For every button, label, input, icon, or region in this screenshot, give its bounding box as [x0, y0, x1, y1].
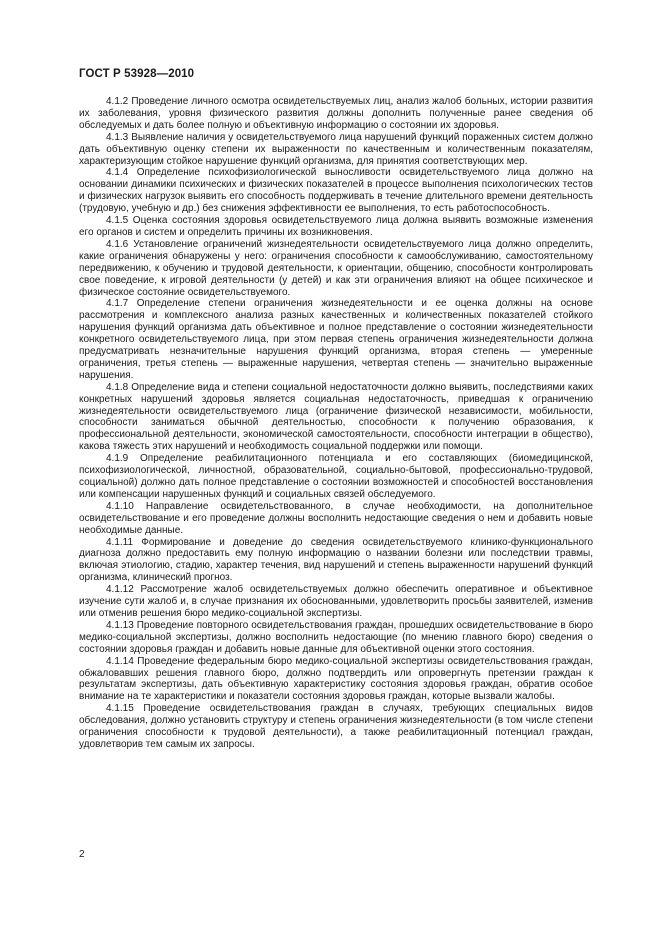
paragraph-4-1-10: 4.1.10 Направление освидетельствованного, в случае необходимости, на дополнительное освидетельствование и его проведение должны восполнить недостающие сведения о нем и добавить новые необходимые данные. — [79, 500, 593, 536]
paragraph-4-1-3: 4.1.3 Выявление наличия у освидетельствуемого лица нарушений функций пораженных систем должно дать объективную оценку степени их выраженности по качественным и количественным показателям, характеризующим стойкое нарушение функций организма, для принятия соответствующих мер. — [79, 131, 593, 167]
paragraph-4-1-9: 4.1.9 Определение реабилитационного потенциала и его составляющих (биомедицинской, психофизиологической, личностной, образовательной, социально-бытовой, профессионально-трудовой, социальной) должно дать полное представление о состоянии возможностей и способностей восстановления или компенсации нарушенных функций и социальных связей обследуемого. — [79, 453, 593, 500]
paragraph-4-1-2: 4.1.2 Проведение личного осмотра освидетельствуемых лиц, анализ жалоб больных, истории развития их заболевания, уровня физического развития должны дополнить полученные ранее сведения об обследуемых и дать более полную и объективную информацию о состоянии их здоровья. — [79, 96, 593, 131]
paragraph-4-1-5: 4.1.5 Оценка состояния здоровья освидетельствуемого лица должна выявить возможные изменения его органов и систем и определить причины их возникновения. — [79, 215, 593, 238]
paragraph-4-1-11: 4.1.11 Формирование и доведение до сведения освидетельствуемого клинико-функционального диагноза должно предоставить ему полную информацию о названии болезни или последствии травмы, включая этиологию, стадию, характер течения, вид нарушений и степень выраженности нарушений функций организма, клинический прогноз. — [79, 536, 593, 584]
paragraph-4-1-6: 4.1.6 Установление ограничений жизнедеятельности освидетельствуемого лица должно определить, какие ограничения обнаружены у него: ограничения способности к самообслуживанию, самостоятельному передвижению, к обучению и трудовой деятельности, к ориентации, общению, способности контролировать свое поведение, к игровой деятельности (у детей) и как эти ограничения влияют на общее психическое и физическое состояние освидетельствуемого. — [79, 238, 593, 298]
paragraph-4-1-12: 4.1.12 Рассмотрение жалоб освидетельствуемых должно обеспечить оперативное и объективное изучение сути жалоб и, в случае признания их обоснованными, удовлетворить просьбы заявителей, изменив или отменив решения бюро медико-социальной экспертизы. — [79, 584, 593, 619]
document-code-header: ГОСТ Р 53928—2010 — [79, 68, 195, 80]
paragraph-4-1-4: 4.1.4 Определение психофизиологической выносливости освидетельствуемого лица должно на основании динамики психических и физических показателей в процессе выполнения психологических тестов и физических нагрузок выявить его способность поддерживать в течение длительного времени деятельность (трудовую, учебную и др.) без снижения эффективности ее выполнения, то есть работоспособность. — [79, 167, 593, 215]
document-body — [79, 96, 593, 751]
paragraph-4-1-13: 4.1.13 Проведение повторного освидетельствования граждан, прошедших освидетельствование в бюро медико-социальной экспертизы, должно восполнить недостающие (по мнению главного бюро) сведения о состоянии здоровья граждан и добавить новые данные для объективной оценки этого состояния. — [79, 619, 593, 655]
paragraph-4-1-8: 4.1.8 Определение вида и степени социальной недостаточности должно выявить, последствиями каких конкретных нарушений здоровья является социальная недостаточность, приведшая к ограничению жизнедеятельности освидетельствуемого лица (ограничение физической независимости, мобильности, способности заниматься обычной деятельностью, способности к получению образования, к профессиональной деятельности, экономической самостоятельности, способности интеграции в общество), какова тяжесть этих нарушений и необходимость социальной поддержки или помощи. — [79, 381, 593, 453]
page-number: 2 — [79, 849, 85, 860]
paragraph-4-1-7: 4.1.7 Определение степени ограничения жизнедеятельности и ее оценка должны на основе рассмотрения и комплексного анализа разных качественных и количественных показателей стойкого нарушения функций организма дать объективное и полное представление о состоянии жизнедеятельности конкретного освидетельствуемого лица, при этом первая степень ограничения жизнедеятельности должна предусматривать незначительные нарушения функций организма, вторая степень — умеренные ограничения, третья степень — выраженные нарушения, четвертая степень — значительно выраженные нарушения. — [79, 298, 593, 381]
paragraph-4-1-15: 4.1.15 Проведение освидетельствования граждан в случаях, требующих специальных видов обследования, должно установить структуру и степень ограничения жизнедеятельности (в том числе степени ограничения способности к трудовой деятельности), а также реабилитационный потенциал граждан, удовлетворив тем самым их запросы. — [79, 703, 593, 750]
paragraph-4-1-14: 4.1.14 Проведение федеральным бюро медико-социальной экспертизы освидетельствования граждан, обжаловавших решения главного бюро, должно подтвердить или опровергнуть претензии граждан к результатам экспертизы, дать объективную характеристику состояния здоровья граждан, обратив особое внимание на те характеристики и показатели состояния здоровья граждан, которые вызвали жалобы. — [79, 655, 593, 703]
